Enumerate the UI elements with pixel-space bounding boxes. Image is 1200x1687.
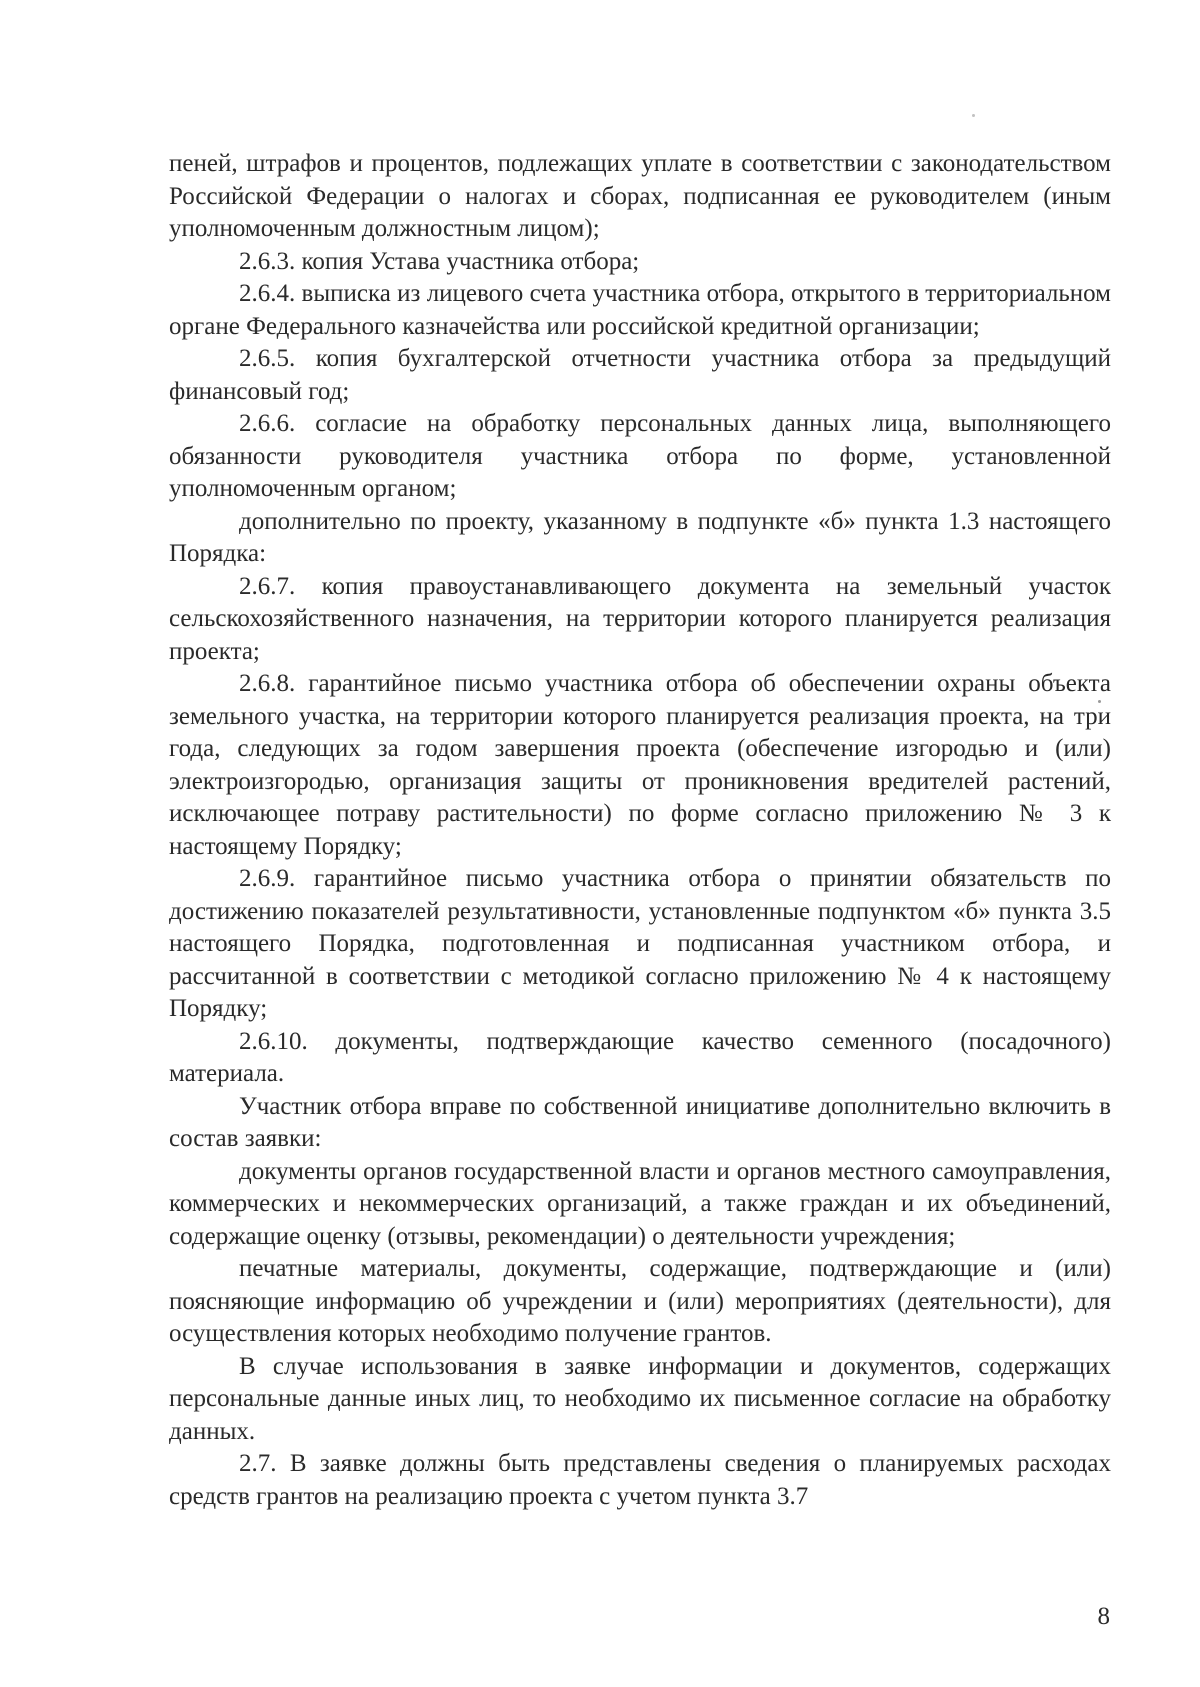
scan-speck bbox=[1098, 700, 1101, 703]
paragraph-2-6-4: 2.6.4. выписка из лицевого счета участника отбора, открытого в территориальном органе Федерального казначейства или российской кредитной организации; bbox=[169, 280, 1111, 340]
paragraph-continuation-penalties: пеней, штрафов и процентов, подлежащих уплате в соответствии с законодательством Российской Федерации о налогах и сборах, подписанная ее руководителем (иным уполномоченным должностным лицом); bbox=[169, 150, 1111, 242]
paragraph-2-6-10: 2.6.10. документы, подтверждающие качество семенного (посадочного) материала. bbox=[169, 1027, 1111, 1087]
paragraph-2-6-6: 2.6.6. согласие на обработку персональных данных лица, выполняющего обязанности руководителя участника отбора по форме, установленной уполномоченным органом; bbox=[169, 410, 1111, 502]
paragraph-2-6-3: 2.6.3. копия Устава участника отбора; bbox=[239, 247, 640, 275]
paragraph-government-documents: документы органов государственной власти и органов местного самоуправления, коммерческих и некоммерческих организаций, а также граждан и их объединений, содержащие оценку (отзывы, рекомендации) о деятельности учреждения; bbox=[169, 1157, 1111, 1250]
page-number: 8 bbox=[1097, 1603, 1110, 1630]
paragraph-participant-right: Участник отбора вправе по собственной инициативе дополнительно включить в состав заявки: bbox=[169, 1092, 1111, 1152]
paragraph-2-7: 2.7. В заявке должны быть представлены сведения о планируемых расходах средств грантов на реализацию проекта с учетом пункта 3.7 bbox=[169, 1450, 1111, 1510]
document-body bbox=[169, 148, 1111, 1513]
paragraph-printed-materials: печатные материалы, документы, содержащие, подтверждающие и (или) поясняющие информацию об учреждении и (или) мероприятиях (деятельности), для осуществления которых необходимо получение грантов. bbox=[169, 1255, 1111, 1347]
paragraph-2-6-7: 2.6.7. копия правоустанавливающего документа на земельный участок сельскохозяйственного назначения, на территории которого планируется реализация проекта; bbox=[169, 572, 1111, 665]
paragraph-additional-project: дополнительно по проекту, указанному в подпункте «б» пункта 1.3 настоящего Порядка: bbox=[169, 507, 1111, 567]
paragraph-2-6-5: 2.6.5. копия бухгалтерской отчетности участника отбора за предыдущий финансовый год; bbox=[169, 345, 1111, 405]
scan-speck bbox=[972, 114, 975, 117]
paragraph-2-6-9: 2.6.9. гарантийное письмо участника отбора о принятии обязательств по достижению показателей результативности, установленные подпунктом «б» пункта 3.5 настоящего Порядка, подготовленная и подписанная участником отбора, и рассчитанной в соответствии с методикой согласно приложению № 4 к настоящему Порядку; bbox=[169, 865, 1111, 1022]
paragraph-2-6-8: 2.6.8. гарантийное письмо участника отбора об обеспечении охраны объекта земельного участка, на территории которого планируется реализация проекта, на три года, следующих за годом завершения проекта (обеспечение изгородью и (или) электроизгородью, организация защиты от проникновения вредителей растений, исключающее потраву растительности) по форме согласно приложению № 3 к настоящему Порядку; bbox=[169, 670, 1111, 860]
paragraph-personal-data: В случае использования в заявке информации и документов, содержащих персональные данные иных лиц, то необходимо их письменное согласие на обработку данных. bbox=[169, 1352, 1111, 1445]
